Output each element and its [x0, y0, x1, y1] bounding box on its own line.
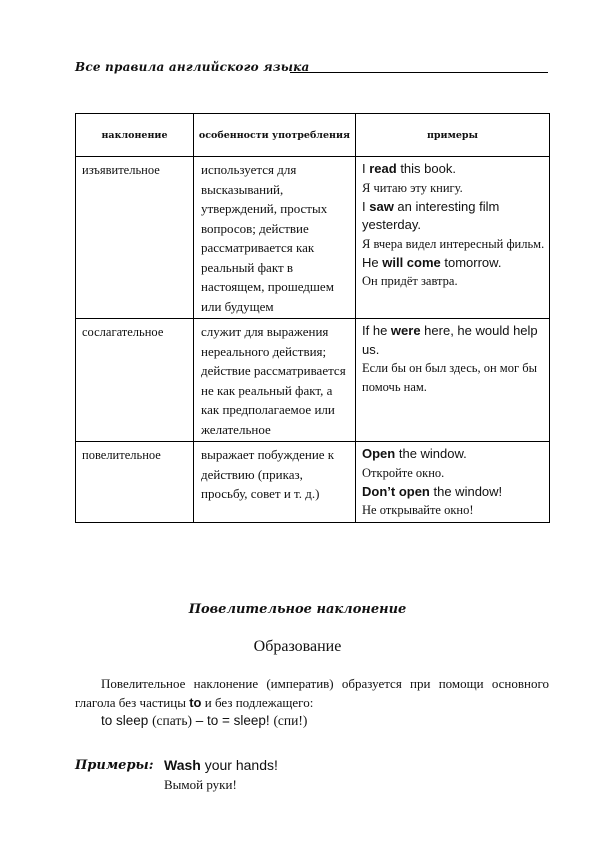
example-text: Он придёт завтра. [362, 274, 458, 288]
column-header-usage: особенности употребления [194, 114, 356, 157]
example-text: Откройте окно. [362, 465, 445, 480]
example-english-line [362, 445, 545, 464]
example-highlight: Open [362, 446, 396, 461]
example-english-rest: your hands! [200, 757, 278, 773]
example-text: I [362, 198, 370, 214]
examples-cell [356, 442, 550, 523]
example-highlight: Don’t open [362, 483, 430, 499]
example-english-line [362, 254, 545, 273]
example-russian-line [362, 359, 545, 397]
moods-table [75, 113, 550, 523]
rule-text-after: и без подлежащего: [201, 694, 314, 710]
example-highlight: saw [369, 198, 394, 214]
example-highlight: will come [382, 254, 441, 270]
example-text: If he [362, 323, 391, 338]
subsection-title: Образование [253, 638, 342, 655]
table-row [76, 442, 550, 523]
example-text: tomorrow. [440, 254, 502, 270]
mood-cell: повелительное [76, 442, 194, 523]
example-highlight: were [390, 323, 421, 338]
example-highlight: read [369, 161, 397, 176]
example-english-line [362, 160, 545, 179]
example-text: an interesting film yesterday. [362, 198, 500, 232]
formula-verb: to sleep [101, 713, 149, 728]
table-row [76, 319, 550, 442]
column-header-mood: наклонение [76, 114, 194, 157]
usage-cell: служит для выражения нереального действия; действие рассматривается не как реальный факт, а как предполагаемое или желательное [194, 319, 356, 442]
example-text: I [362, 161, 370, 176]
examples-label: Примеры: [75, 758, 154, 773]
particle-to: to [189, 694, 202, 710]
example-text: this book. [396, 161, 456, 176]
example-russian-line [362, 179, 545, 198]
usage-cell: выражает побуждение к действию (приказ, просьбу, совет и т. д.) [194, 442, 356, 523]
example-english-line [362, 198, 545, 235]
formula-result-gloss: (спи!) [273, 713, 308, 728]
example-russian-line [362, 501, 545, 520]
section-title: Повелительное наклонение [188, 602, 407, 617]
rule-text-before: Повелительное наклонение (императив) образуется при помощи основного глагола без частицы [75, 676, 549, 710]
example-text: Не открывайте окно! [362, 503, 474, 517]
rule-paragraph [75, 675, 549, 712]
example-russian-line [362, 464, 545, 483]
column-header-examples: примеры [356, 114, 550, 157]
usage-cell: используется для высказываний, утверждений, простых вопросов; действие рассматривается как реальный факт в настоящем, прошедшем или будущем [194, 157, 356, 319]
example-bold-verb: Wash [164, 757, 201, 773]
formation-formula [101, 713, 307, 729]
example-russian-line [362, 272, 545, 291]
book-title: Все правила английского языка [75, 60, 310, 74]
table-row [76, 157, 550, 319]
example-text: the window! [429, 483, 503, 499]
example-text: here, he would help us. [362, 323, 538, 357]
examples-cell [356, 319, 550, 442]
example-russian: Вымой руки! [164, 777, 237, 792]
examples-cell [356, 157, 550, 319]
formula-gloss: (спать) [152, 713, 192, 728]
mood-cell: сослагательное [76, 319, 194, 442]
example-russian-line [362, 235, 545, 254]
header-rule [290, 72, 548, 73]
example-text: Я читаю эту книгу. [362, 180, 463, 195]
example-text: the window. [395, 446, 467, 461]
formula-rest: – to = sleep! [191, 713, 270, 728]
example-text: He [362, 254, 383, 270]
example-text: Я вчера видел интересный фильм. [362, 236, 545, 251]
table-header-row [76, 114, 550, 157]
example-english-line [362, 483, 545, 502]
mood-cell: изъявительное [76, 157, 194, 319]
example-english-line [362, 322, 545, 359]
running-header [75, 58, 548, 76]
example-english [164, 757, 278, 773]
example-text: Если бы он был здесь, он мог бы помочь нам. [362, 361, 537, 394]
